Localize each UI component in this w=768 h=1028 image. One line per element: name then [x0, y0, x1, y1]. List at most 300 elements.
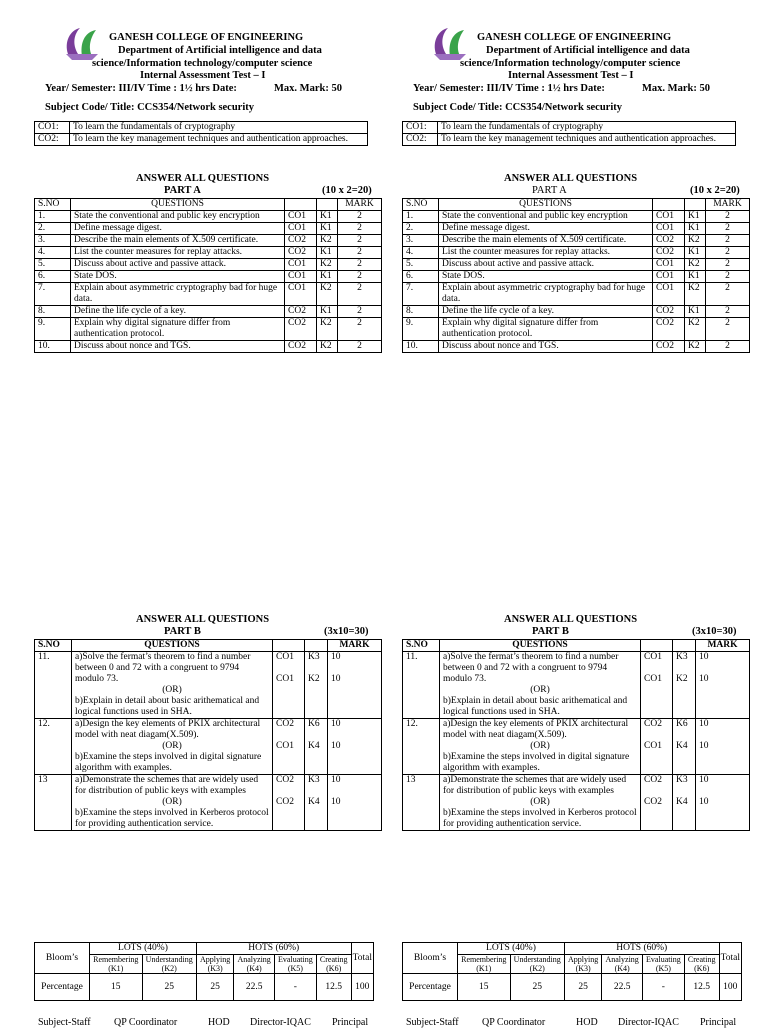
max-mark: Max. Mark: 50 [274, 83, 342, 94]
question-mark [328, 719, 382, 775]
part-b-row [403, 652, 750, 719]
course-outcome [273, 652, 305, 719]
k-header [673, 640, 696, 652]
spacer [644, 663, 669, 674]
option-b-co: CO2 [644, 797, 662, 807]
mark-header: MARK [706, 199, 750, 211]
signature-label: Director-IQAC [250, 1017, 311, 1028]
course-outcome: CO1 [285, 223, 317, 235]
spacer [644, 786, 669, 797]
part-b-marks: (3x10=30) [692, 626, 737, 637]
part-a-row [35, 341, 382, 353]
spacer [308, 730, 324, 741]
blooms-table [402, 942, 742, 1001]
question-number: 6. [403, 271, 439, 283]
knowledge-level: K1 [317, 223, 338, 235]
part-b-table [402, 639, 750, 831]
blooms-value: 25 [196, 974, 233, 1001]
co-code: CO2: [403, 134, 438, 146]
blooms-level: Understanding (K2) [142, 955, 196, 974]
question-number: 10. [403, 341, 439, 353]
course-outcome-row [35, 134, 368, 146]
knowledge-level: K1 [317, 211, 338, 223]
question-paper-right [402, 0, 752, 1028]
question-number: 7. [403, 283, 439, 306]
question-mark: 2 [706, 283, 750, 306]
test-title: Internal Assessment Test – I [140, 70, 266, 81]
mark-header: MARK [338, 199, 382, 211]
part-b-row [35, 775, 382, 831]
question-text: Define the life cycle of a key. [71, 306, 285, 318]
part-a-row [403, 283, 750, 306]
blooms-value: 12.5 [316, 974, 351, 1001]
course-outcome-row [403, 134, 736, 146]
question-mark [696, 775, 750, 831]
spacer [699, 786, 746, 797]
option-b-k: K4 [308, 741, 320, 751]
question-mark: 2 [338, 306, 382, 318]
option-a-co: CO2 [644, 775, 662, 785]
blooms-level: Understanding (K2) [510, 955, 564, 974]
subject-title: Subject Code/ Title: CCS354/Network security [45, 102, 255, 113]
part-a-row [403, 306, 750, 318]
knowledge-level: K1 [685, 271, 706, 283]
option-a-co: CO1 [276, 652, 294, 662]
sno-header: S.NO [403, 640, 440, 652]
knowledge-level [673, 719, 696, 775]
spacer [676, 730, 692, 741]
question-text: Discuss about nonce and TGS. [71, 341, 285, 353]
option-a-text: a)Design the key elements of PKIX architectural model with neat diagam(X.509). [75, 719, 261, 740]
mark-header: MARK [328, 640, 382, 652]
part-a-row [403, 247, 750, 259]
knowledge-level: K1 [317, 271, 338, 283]
question-number: 5. [35, 259, 71, 271]
co-text: To learn the key management techniques and authentication approaches. [70, 134, 368, 146]
part-a-instruction: ANSWER ALL QUESTIONS [504, 173, 638, 184]
question-number: 9. [35, 318, 71, 341]
question-text: State the conventional and public key encryption [71, 211, 285, 223]
question-text: Explain about asymmetric cryptography bad for huge data. [71, 283, 285, 306]
co-text: To learn the fundamentals of cryptography [70, 122, 368, 134]
option-b-text: b)Explain in detail about basic arithematical and logical functions used in SHA. [75, 696, 260, 717]
question-number: 4. [403, 247, 439, 259]
knowledge-level: K1 [685, 223, 706, 235]
option-b-text: b)Examine the steps involved in Kerberos protocol for providing authentication service. [75, 808, 269, 829]
option-b-m: 10 [331, 797, 341, 807]
blooms-value: 100 [719, 974, 741, 1001]
part-a-row [403, 318, 750, 341]
or-label: (OR) [162, 685, 182, 695]
part-a-row [35, 259, 382, 271]
blooms-value: 15 [90, 974, 143, 1001]
part-a-row [35, 271, 382, 283]
question-mark: 2 [338, 211, 382, 223]
or-label: (OR) [162, 741, 182, 751]
blooms-level: Analyzing (K4) [602, 955, 643, 974]
part-a-row [403, 211, 750, 223]
sno-header: S.NO [403, 199, 439, 211]
blooms-level: Evaluating (K5) [274, 955, 316, 974]
part-a-row [35, 235, 382, 247]
k-header [305, 640, 328, 652]
question-number: 2. [403, 223, 439, 235]
course-outcome: CO2 [285, 235, 317, 247]
course-outcome: CO1 [285, 259, 317, 271]
option-b-k: K2 [676, 674, 688, 684]
question-text [72, 652, 273, 719]
question-text: Discuss about active and passive attack. [439, 259, 653, 271]
course-outcomes-table [402, 121, 736, 146]
question-mark: 2 [338, 223, 382, 235]
option-a-m: 10 [331, 719, 341, 729]
option-b-co: CO1 [276, 741, 294, 751]
question-mark [696, 652, 750, 719]
questions-header: QUESTIONS [71, 199, 285, 211]
part-b-marks: (3x10=30) [324, 626, 369, 637]
part-a-row [403, 341, 750, 353]
course-outcome: CO2 [653, 318, 685, 341]
option-a-co: CO2 [644, 719, 662, 729]
spacer [276, 663, 301, 674]
blooms-values-row [35, 974, 374, 1001]
knowledge-level: K2 [317, 235, 338, 247]
question-text: Discuss about active and passive attack. [71, 259, 285, 271]
signature-label: Director-IQAC [618, 1017, 679, 1028]
part-b-row [403, 775, 750, 831]
course-outcome: CO1 [653, 223, 685, 235]
blooms-group-row [403, 943, 742, 955]
blooms-value: 22.5 [234, 974, 275, 1001]
course-outcome [273, 719, 305, 775]
department-line-1: Department of Artificial intelligence and data [486, 45, 690, 56]
college-logo-icon [430, 24, 470, 62]
co-text: To learn the key management techniques and authentication approaches. [438, 134, 736, 146]
knowledge-level [673, 652, 696, 719]
college-logo-icon [62, 24, 102, 62]
option-a-m: 10 [331, 775, 341, 785]
or-label: (OR) [530, 741, 550, 751]
option-a-k: K3 [308, 652, 320, 662]
option-b-k: K4 [308, 797, 320, 807]
or-label: (OR) [530, 797, 550, 807]
blooms-value: 22.5 [602, 974, 643, 1001]
spacer [331, 786, 378, 797]
part-a-title: PART A [164, 185, 201, 196]
question-number: 1. [35, 211, 71, 223]
part-b-instruction: ANSWER ALL QUESTIONS [136, 614, 270, 625]
knowledge-level: K2 [685, 259, 706, 271]
blooms-value: 25 [142, 974, 196, 1001]
question-text: State the conventional and public key encryption [439, 211, 653, 223]
spacer [276, 730, 301, 741]
knowledge-level [305, 719, 328, 775]
part-b-instruction: ANSWER ALL QUESTIONS [504, 614, 638, 625]
blooms-value: - [274, 974, 316, 1001]
question-text [72, 775, 273, 831]
question-text: Define message digest. [71, 223, 285, 235]
knowledge-level: K2 [685, 235, 706, 247]
questions-header: QUESTIONS [440, 640, 641, 652]
part-a-row [403, 223, 750, 235]
blooms-label: Bloom’s [403, 943, 458, 974]
option-a-text: a)Design the key elements of PKIX architectural model with neat diagam(X.509). [443, 719, 629, 740]
knowledge-level: K1 [685, 306, 706, 318]
option-a-text: a)Solve the fermat’s theorem to find a number between 0 and 72 with a congruent to 9794 modulo 73. [443, 652, 619, 684]
option-a-k: K3 [676, 775, 688, 785]
knowledge-level [305, 775, 328, 831]
question-mark: 2 [338, 259, 382, 271]
blooms-value: 12.5 [684, 974, 719, 1001]
max-mark: Max. Mark: 50 [642, 83, 710, 94]
part-a-instruction: ANSWER ALL QUESTIONS [136, 173, 270, 184]
hots-label: HOTS (60%) [196, 943, 351, 955]
signature-label: Subject-Staff [406, 1017, 459, 1028]
total-label: Total [351, 943, 373, 974]
percentage-label: Percentage [403, 974, 458, 1001]
spacer [331, 663, 378, 674]
option-a-k: K3 [308, 775, 320, 785]
part-b-row [35, 652, 382, 719]
question-number: 6. [35, 271, 71, 283]
part-b-title: PART B [164, 626, 201, 637]
option-a-m: 10 [699, 775, 709, 785]
question-number: 7. [35, 283, 71, 306]
question-number: 5. [403, 259, 439, 271]
course-outcome: CO1 [653, 271, 685, 283]
co-header [653, 199, 685, 211]
option-b-text: b)Examine the steps involved in digital signature algorithm with examples. [443, 752, 630, 773]
question-text: Define the life cycle of a key. [439, 306, 653, 318]
question-number: 12. [35, 719, 72, 775]
option-a-text: a)Demonstrate the schemes that are widely used for distribution of public keys with examples [75, 775, 259, 796]
blooms-value: 15 [458, 974, 511, 1001]
knowledge-level [305, 652, 328, 719]
knowledge-level: K2 [685, 318, 706, 341]
spacer [676, 663, 692, 674]
question-text: Explain why digital signature differ from authentication protocol. [439, 318, 653, 341]
option-b-k: K4 [676, 797, 688, 807]
question-number: 9. [403, 318, 439, 341]
co-header [285, 199, 317, 211]
question-text: State DOS. [439, 271, 653, 283]
part-a-title: PART A [532, 185, 567, 196]
question-number: 4. [35, 247, 71, 259]
question-text: Describe the main elements of X.509 certificate. [439, 235, 653, 247]
course-outcome: CO2 [653, 235, 685, 247]
question-text: List the counter measures for replay attacks. [439, 247, 653, 259]
spacer [699, 730, 746, 741]
blooms-level: Evaluating (K5) [642, 955, 684, 974]
co-code: CO1: [35, 122, 70, 134]
part-a-table [402, 198, 750, 353]
question-number: 13 [35, 775, 72, 831]
question-mark: 2 [706, 271, 750, 283]
option-a-m: 10 [699, 652, 709, 662]
college-name: GANESH COLLEGE OF ENGINEERING [477, 32, 672, 43]
department-line-1: Department of Artificial intelligence and data [118, 45, 322, 56]
question-text [72, 719, 273, 775]
question-text: State DOS. [71, 271, 285, 283]
question-mark [328, 775, 382, 831]
course-outcome: CO2 [285, 306, 317, 318]
k-header [685, 199, 706, 211]
course-outcome [641, 775, 673, 831]
option-a-text: a)Demonstrate the schemes that are widely used for distribution of public keys with examples [443, 775, 627, 796]
hots-label: HOTS (60%) [564, 943, 719, 955]
option-b-co: CO1 [276, 674, 294, 684]
knowledge-level [673, 775, 696, 831]
option-b-m: 10 [699, 674, 709, 684]
blooms-level: Creating (K6) [684, 955, 719, 974]
question-mark: 2 [706, 318, 750, 341]
questions-header: QUESTIONS [72, 640, 273, 652]
total-label: Total [719, 943, 741, 974]
option-a-co: CO1 [644, 652, 662, 662]
blooms-level: Remembering (K1) [90, 955, 143, 974]
question-text [440, 775, 641, 831]
question-mark: 2 [706, 211, 750, 223]
spacer [699, 663, 746, 674]
co-header [641, 640, 673, 652]
option-b-m: 10 [331, 741, 341, 751]
question-number: 3. [35, 235, 71, 247]
blooms-value: 25 [564, 974, 601, 1001]
questions-header: QUESTIONS [439, 199, 653, 211]
knowledge-level: K1 [317, 306, 338, 318]
part-a-row [403, 259, 750, 271]
signature-label: QP Coordinator [482, 1017, 546, 1028]
option-a-m: 10 [331, 652, 341, 662]
question-mark [328, 652, 382, 719]
knowledge-level: K2 [317, 318, 338, 341]
co-code: CO2: [35, 134, 70, 146]
question-text: Explain why digital signature differ from authentication protocol. [71, 318, 285, 341]
course-outcome: CO1 [653, 259, 685, 271]
question-mark: 2 [338, 341, 382, 353]
part-a-row [35, 306, 382, 318]
option-a-m: 10 [699, 719, 709, 729]
knowledge-level: K2 [317, 283, 338, 306]
question-mark: 2 [706, 306, 750, 318]
question-text [440, 719, 641, 775]
course-outcome: CO1 [285, 283, 317, 306]
signature-label: Principal [700, 1017, 737, 1028]
question-text: Explain about asymmetric cryptography bad for huge data. [439, 283, 653, 306]
option-a-co: CO2 [276, 775, 294, 785]
blooms-table [34, 942, 374, 1001]
question-text: List the counter measures for replay attacks. [71, 247, 285, 259]
option-a-k: K6 [308, 719, 320, 729]
question-text: Define message digest. [439, 223, 653, 235]
lots-label: LOTS (40%) [458, 943, 565, 955]
year-semester-line: Year/ Semester: III/IV Time : 1½ hrs Date: [45, 83, 237, 94]
spacer [644, 730, 669, 741]
option-b-k: K2 [308, 674, 320, 684]
knowledge-level: K1 [317, 247, 338, 259]
question-mark: 2 [338, 318, 382, 341]
question-number: 10. [35, 341, 71, 353]
course-outcome: CO2 [285, 341, 317, 353]
subject-title: Subject Code/ Title: CCS354/Network security [413, 102, 623, 113]
question-mark: 2 [338, 247, 382, 259]
question-number: 11. [35, 652, 72, 719]
question-number: 1. [403, 211, 439, 223]
knowledge-level: K1 [685, 247, 706, 259]
department-line-2: science/Information technology/computer science [460, 58, 681, 69]
part-b-title: PART B [532, 626, 569, 637]
option-b-m: 10 [699, 741, 709, 751]
question-mark: 2 [706, 235, 750, 247]
sno-header: S.NO [35, 640, 72, 652]
course-outcome: CO2 [653, 306, 685, 318]
part-a-row [35, 247, 382, 259]
blooms-label: Bloom’s [35, 943, 90, 974]
blooms-level: Creating (K6) [316, 955, 351, 974]
part-a-header-row [403, 199, 750, 211]
mark-header: MARK [696, 640, 750, 652]
course-outcomes-table [34, 121, 368, 146]
question-mark: 2 [338, 283, 382, 306]
option-a-co: CO2 [276, 719, 294, 729]
course-outcome: CO2 [285, 318, 317, 341]
signature-label: Principal [332, 1017, 369, 1028]
question-paper-left [34, 0, 384, 1028]
question-text: Discuss about nonce and TGS. [439, 341, 653, 353]
co-code: CO1: [403, 122, 438, 134]
option-b-text: b)Examine the steps involved in Kerberos protocol for providing authentication service. [443, 808, 637, 829]
option-a-k: K3 [676, 652, 688, 662]
sno-header: S.NO [35, 199, 71, 211]
part-a-row [35, 223, 382, 235]
course-outcome: CO2 [285, 247, 317, 259]
blooms-level: Applying (K3) [564, 955, 601, 974]
question-number: 2. [35, 223, 71, 235]
knowledge-level: K1 [685, 211, 706, 223]
course-outcome: CO1 [653, 211, 685, 223]
percentage-label: Percentage [35, 974, 90, 1001]
signature-label: HOD [576, 1017, 598, 1028]
part-b-row [403, 719, 750, 775]
blooms-value: - [642, 974, 684, 1001]
question-mark: 2 [706, 341, 750, 353]
course-outcome [641, 719, 673, 775]
option-b-k: K4 [676, 741, 688, 751]
course-outcome: CO2 [653, 341, 685, 353]
part-b-header-row [403, 640, 750, 652]
lots-label: LOTS (40%) [90, 943, 197, 955]
part-a-row [35, 318, 382, 341]
year-semester-line: Year/ Semester: III/IV Time : 1½ hrs Date: [413, 83, 605, 94]
option-a-k: K6 [676, 719, 688, 729]
question-number: 3. [403, 235, 439, 247]
k-header [317, 199, 338, 211]
option-b-text: b)Explain in detail about basic arithematical and logical functions used in SHA. [443, 696, 628, 717]
part-a-marks: (10 x 2=20) [690, 185, 740, 196]
course-outcome: CO1 [285, 271, 317, 283]
blooms-level: Remembering (K1) [458, 955, 511, 974]
co-header [273, 640, 305, 652]
course-outcome-row [35, 122, 368, 134]
part-a-row [403, 271, 750, 283]
or-label: (OR) [162, 797, 182, 807]
knowledge-level: K2 [685, 341, 706, 353]
part-a-row [35, 211, 382, 223]
signature-label: QP Coordinator [114, 1017, 178, 1028]
blooms-values-row [403, 974, 742, 1001]
blooms-group-row [35, 943, 374, 955]
course-outcome: CO1 [653, 283, 685, 306]
